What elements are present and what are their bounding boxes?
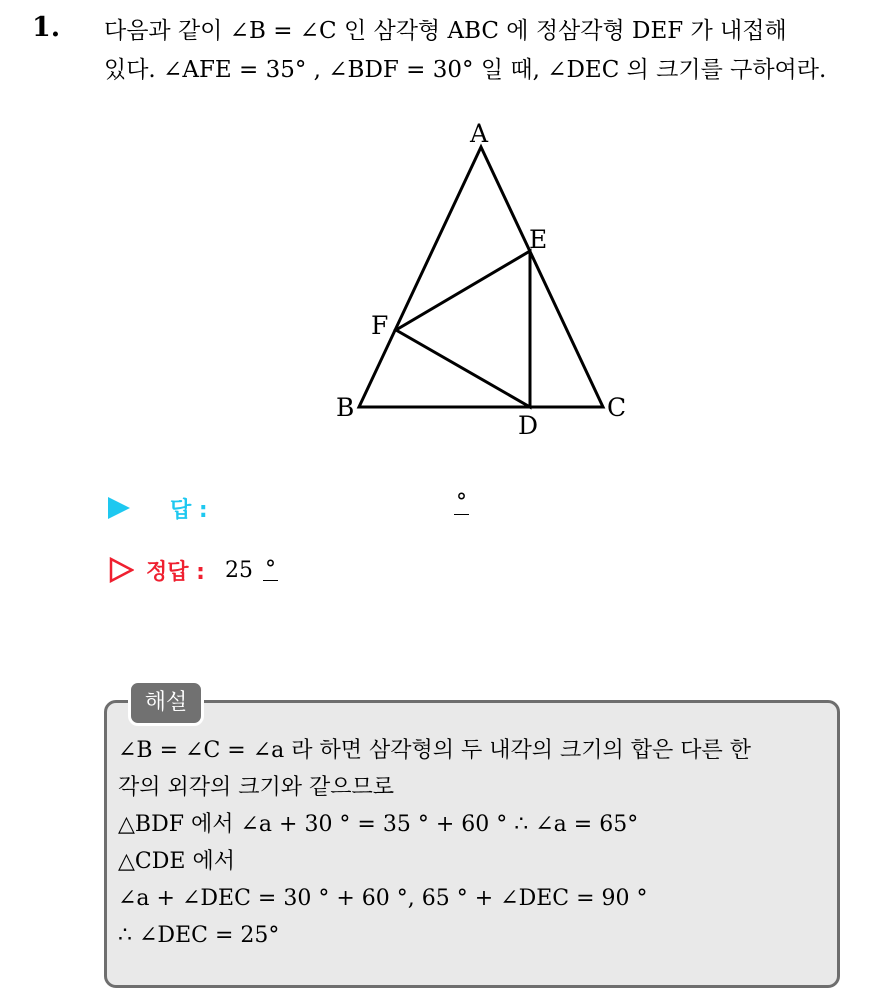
solution-body: [118, 732, 830, 954]
question-line-2: 있다. ∠AFE = 35° , ∠BDF = 30° 일 때, ∠DEC 의 크기를 구하여라.: [104, 57, 827, 83]
answer-label: 답 :: [170, 497, 208, 523]
solution-line: 각의 외각의 크기와 같으므로: [118, 775, 395, 800]
open-play-icon: [108, 557, 134, 583]
question-number: 1.: [32, 12, 61, 43]
answer-input[interactable]: [454, 490, 469, 515]
label-c: C: [607, 393, 627, 422]
correct-answer-value: 25: [224, 557, 253, 583]
solution-tag: 해설: [128, 680, 204, 726]
correct-answer-row: [108, 552, 278, 588]
solution-line: △BDF 에서 ∠a + 30 ° = 35 ° + 60 ° ∴ ∠a = 65°: [118, 812, 639, 837]
label-a: A: [470, 119, 489, 148]
triangle-def: [396, 251, 530, 407]
label-e: E: [529, 225, 548, 254]
correct-answer-label: 정답 :: [146, 559, 205, 585]
play-icon: [108, 497, 130, 519]
label-d: D: [518, 411, 539, 440]
solution-line: ∴ ∠DEC = 25°: [118, 923, 280, 948]
question-text: [104, 12, 864, 90]
solution-line: ∠a + ∠DEC = 30 ° + 60 °, 65 ° + ∠DEC = 90 °: [118, 886, 648, 911]
label-b: B: [336, 393, 355, 422]
solution-line: ∠B = ∠C = ∠a 라 하면 삼각형의 두 내각의 크기의 합은 다른 한: [118, 738, 751, 763]
solution-line: △CDE 에서: [118, 849, 235, 874]
correct-answer-unit: °: [264, 556, 276, 582]
triangle-abc: [359, 147, 603, 407]
answer-row: [108, 490, 208, 526]
answer-unit: °: [456, 490, 467, 515]
label-f: F: [371, 311, 389, 340]
triangle-figure: [320, 110, 640, 440]
question-line-1: 다음과 같이 ∠B = ∠C 인 삼각형 ABC 에 정삼각형 DEF 가 내접해: [104, 18, 787, 44]
